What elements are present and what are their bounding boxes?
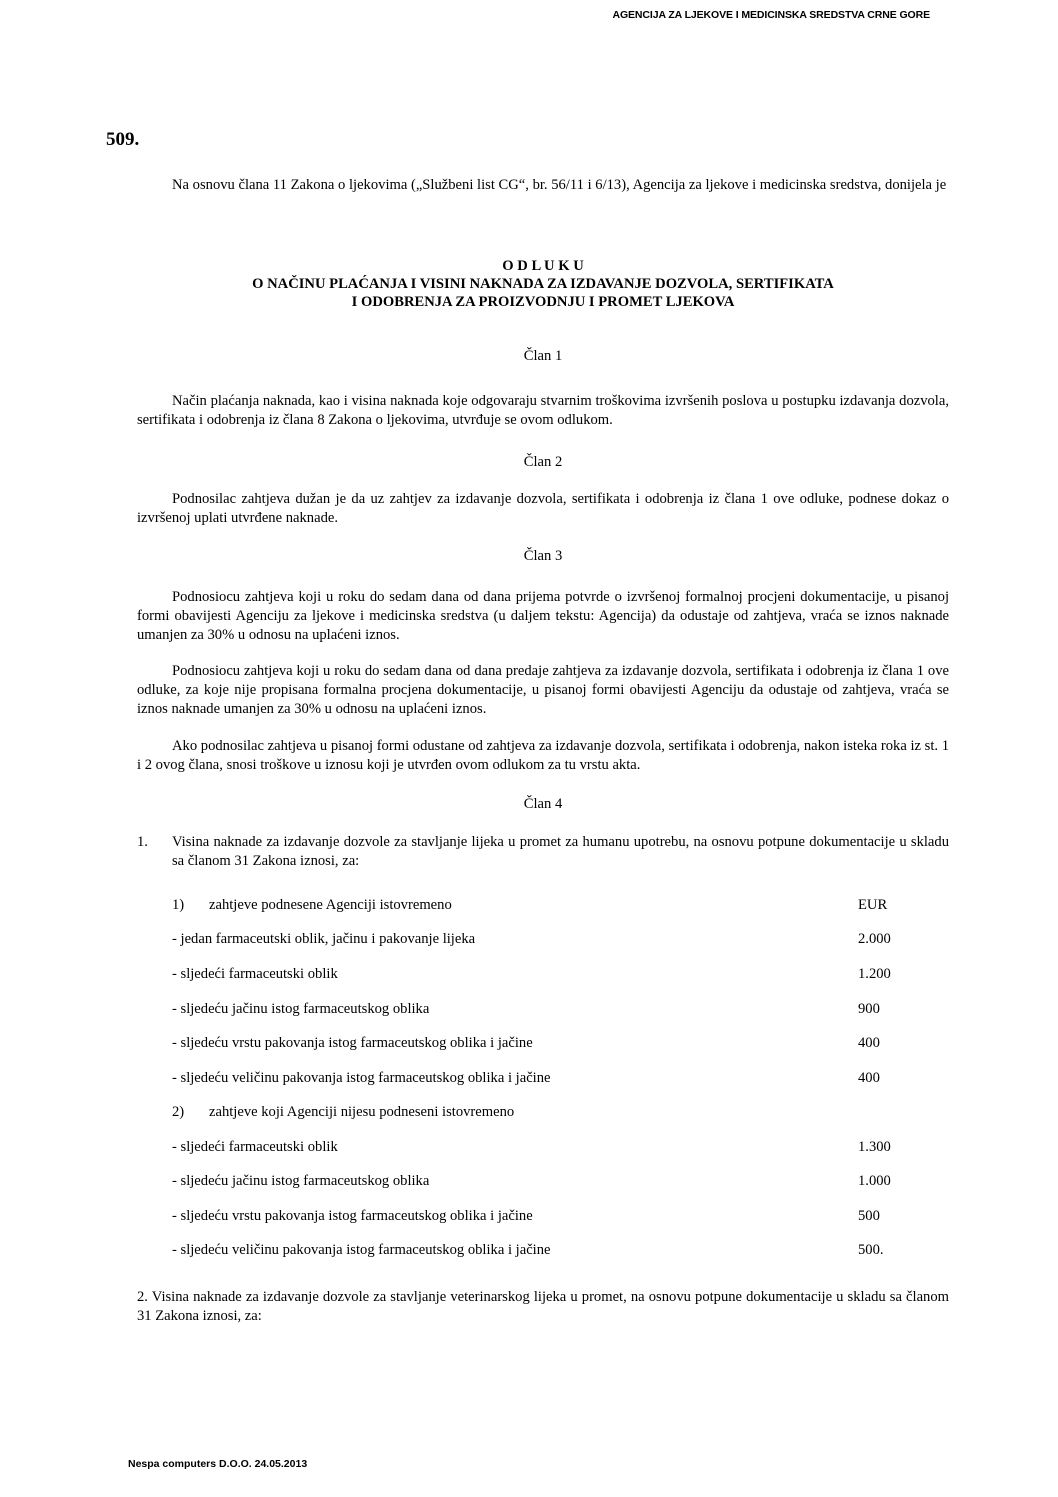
group-2-heading — [172, 1103, 932, 1122]
fee-row — [172, 1207, 932, 1226]
fee-label: - sljedeću veličinu pakovanja istog farmaceutskog oblika i jačine — [172, 1242, 551, 1258]
group-marker: 1) — [172, 897, 185, 913]
group-label: zahtjeve koji Agenciji nijesu podneseni istovremeno — [209, 1104, 515, 1120]
fee-amount: 1.000 — [858, 1173, 891, 1189]
fee-row — [172, 1069, 932, 1088]
fee-label: - sljedeću vrstu pakovanja istog farmaceutskog oblika i jačine — [172, 1035, 533, 1051]
clan-1-text: Način plaćanja naknada, kao i visina naknada koje odgovaraju stvarnim troškovima izvršenih poslova u postupku izdavanja dozvola, sertifikata i odobrenja iz člana 8 Zakona o ljekovima, utvrđuje se ovom odlukom. — [137, 393, 949, 428]
group-1-heading — [172, 896, 932, 915]
fee-row — [172, 1241, 932, 1260]
clan-3-paragraph-3: Ako podnosilac zahtjeva u pisanoj formi odustane od zahtjeva za izdavanje dozvola, sertifikata i odobrenja, nakon isteka roka iz st. 1 i 2 ovog člana, snosi troškove u iznosu koji je utvrđen ovom odlukom za tu vrstu akta. — [137, 738, 949, 773]
group-marker: 2) — [172, 1104, 185, 1120]
agency-header: AGENCIJA ZA LJEKOVE I MEDICINSKA SREDSTVA CRNE GORE — [612, 9, 930, 21]
item-number: 1. — [137, 834, 148, 850]
fee-row — [172, 930, 932, 949]
title-odluku: O D L U K U — [502, 258, 584, 274]
clan-3-heading: Član 3 — [523, 548, 563, 564]
clan-1-heading: Član 1 — [523, 348, 563, 364]
fee-label: - sljedeću vrstu pakovanja istog farmaceutskog oblika i jačine — [172, 1208, 533, 1224]
group-label: zahtjeve podnesene Agenciji istovremeno — [209, 897, 452, 913]
clan-4-item-1 — [137, 833, 949, 871]
fee-row — [172, 1172, 932, 1191]
footer-text: Nespa computers D.O.O. 24.05.2013 — [128, 1458, 308, 1470]
fee-label: - sljedeći farmaceutski oblik — [172, 966, 338, 982]
clan-4-item-2: 2. Visina naknade za izdavanje dozvole za stavljanje veterinarskog lijeka u promet, na osnovu potpune dokumentacije u skladu sa članom 31 Zakona iznosi, za: — [137, 1289, 949, 1324]
fee-amount: 400 — [858, 1035, 880, 1051]
title-line-2: O NAČINU PLAĆANJA I VISINI NAKNADA ZA IZDAVANJE DOZVOLA, SERTIFIKATA — [252, 276, 834, 292]
document-number: 509. — [106, 129, 140, 150]
fee-amount: 400 — [858, 1070, 880, 1086]
fee-label: - jedan farmaceutski oblik, jačinu i pakovanje lijeka — [172, 931, 476, 947]
fee-amount: 2.000 — [858, 931, 891, 947]
intro-paragraph: Na osnovu člana 11 Zakona o ljekovima („Službeni list CG“, br. 56/11 i 6/13), Agencija za ljekove i medicinska sredstva, donijela je — [172, 177, 947, 193]
clan-3-paragraph-1: Podnosiocu zahtjeva koji u roku do sedam dana od dana prijema potvrde o izvršenoj formalnoj procjeni dokumentacije, u pisanoj formi obavijesti Agenciju za ljekove i medicinska sredstva (u daljem tekstu: Agencija) da odustaje od zahtjeva, vraća se iznos naknade umanjen za 30% u odnosu na uplaćeni iznos. — [137, 589, 949, 643]
fee-row — [172, 1034, 932, 1053]
fee-amount: 900 — [858, 1001, 880, 1017]
clan-3-paragraph-2: Podnosiocu zahtjeva koji u roku do sedam dana od dana predaje zahtjeva za izdavanje dozvola, sertifikata i odobrenja iz člana 1 ove odluke, za koje nije propisana formalna procjena dokumentacije, u pisanoj formi obavijesti Agenciju da odustaje od zahtjeva, vraća se iznos naknade umanjen za 30% u odnosu na uplaćeni iznos. — [137, 663, 949, 717]
currency-label: EUR — [858, 897, 888, 913]
fee-row — [172, 1138, 932, 1157]
fee-amount: 500. — [858, 1242, 884, 1258]
fee-amount: 500 — [858, 1208, 880, 1224]
clan-4-heading: Član 4 — [523, 796, 563, 812]
fee-row — [172, 1000, 932, 1019]
item-text: Visina naknade za izdavanje dozvole za stavljanje lijeka u promet za humanu upotrebu, na osnovu potpune dokumentacije u skladu sa članom 31 Zakona iznosi, za: — [172, 834, 949, 869]
fee-label: - sljedeću jačinu istog farmaceutskog oblika — [172, 1001, 430, 1017]
clan-2-heading: Član 2 — [523, 454, 563, 470]
fee-amount: 1.200 — [858, 966, 891, 982]
fee-label: - sljedeći farmaceutski oblik — [172, 1139, 338, 1155]
clan-2-text: Podnosilac zahtjeva dužan je da uz zahtjev za izdavanje dozvola, sertifikata i odobrenja iz člana 1 ove odluke, podnese dokaz o izvršenoj uplati utvrđene naknade. — [137, 491, 949, 526]
title-line-3: I ODOBRENJA ZA PROIZVODNJU I PROMET LJEKOVA — [351, 294, 735, 310]
fee-label: - sljedeću jačinu istog farmaceutskog oblika — [172, 1173, 430, 1189]
fee-amount: 1.300 — [858, 1139, 891, 1155]
fee-row — [172, 965, 932, 984]
fee-label: - sljedeću veličinu pakovanja istog farmaceutskog oblika i jačine — [172, 1070, 551, 1086]
